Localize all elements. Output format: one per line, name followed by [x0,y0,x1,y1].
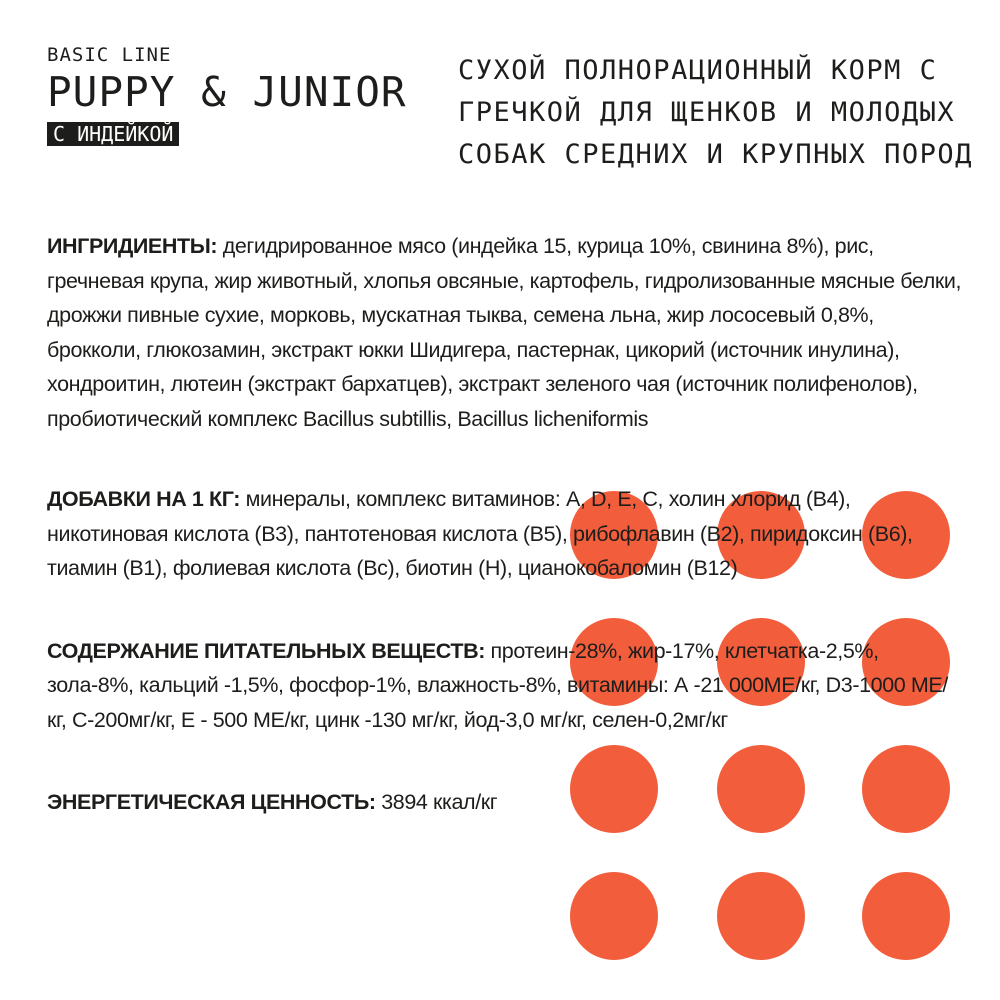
flavor-tag: С ИНДЕЙКОЙ [47,122,179,146]
ingredients-title: ИНГРИДИЕНТЫ: [47,234,218,258]
nutrients-title: СОДЕРЖАНИЕ ПИТАТЕЛЬНЫХ ВЕЩЕСТВ: [47,638,485,663]
nutrients-section [47,634,967,738]
energy-title: ЭНЕРГЕТИЧЕСКАЯ ЦЕННОСТЬ: [47,790,376,814]
ingredients-section [47,229,967,436]
product-name: PUPPY & JUNIOR [47,68,407,116]
decor-dot [862,872,950,960]
composition-sections [47,229,967,820]
product-line-label: BASIC LINE [47,44,172,66]
additives-section [47,482,967,586]
nutrients-text: протеин-28%, жир-17%, клетчатка-2,5%, зола-8%, кальций -1,5%, фосфор-1%, влажность-8%, витамины: А -21 000МЕ/кг, D3-1000 МЕ/кг, С-200мг/кг, Е - 500 МЕ/кг, цинк -130 мг/кг, йод-3,0 мг/кг, селен-0,2мг/кг [47,638,948,732]
brand-block [47,44,407,146]
additives-title: ДОБАВКИ НА 1 КГ: [47,487,241,511]
energy-section [47,785,967,820]
decor-dot [717,872,805,960]
energy-text: 3894 ккал/кг [375,790,498,814]
product-description: СУХОЙ ПОЛНОРАЦИОННЫЙ КОРМ С ГРЕЧКОЙ ДЛЯ ЩЕНКОВ И МОЛОДЫХ СОБАК СРЕДНИХ И КРУПНЫХ ПОРОД [458,55,973,170]
decor-dot [570,872,658,960]
ingredients-text: дегидрированное мясо (индейка 15, курица 10%, свинина 8%), рис, гречневая крупа, жир животный, хлопья овсяные, картофель, гидролизованные мясные белки, дрожжи пивные сухие, морковь, мускатная тыква, семена льна, жир лососевый 0,8%, брокколи, глюкозамин, экстракт юкки Шидигера, пастернак, цикорий (источник инулина), хондроитин, лютеин (экстракт бархатцев), экстракт зеленого чая (источник полифенолов), пробиотический комплекс Bacillus subtillis, Bacillus licheniformis [47,234,962,431]
additives-text: минералы, комплекс витаминов: A, D, E, C, холин хлорид (B4), никотиновая кислота (B3), пантотеновая кислота (B5), рибофлавин (B2), пиридоксин (B6), тиамин (B1), фолиевая кислота (Bc), биотин (H), цианокобаломин (B12) [47,487,913,580]
